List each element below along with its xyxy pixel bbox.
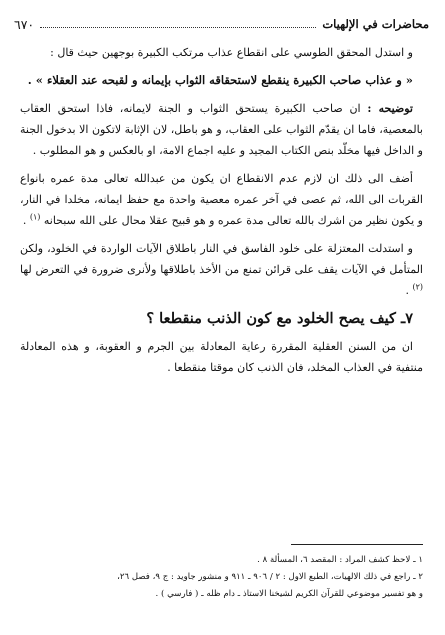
explanation-text: ان صاحب الكبيرة يستحق الثواب و الجنة لايمانه، فاذا استحق العقاب بالمعصية، فاما ان يقدّم الثواب على العقاب، و هو باطل، لان الإثابة لاتكون الا بدخول الجنة و الداخل فيها مخلّد بنص الكتاب المجيد و عليه اجماع الامة، او بالعكس و هو المطلوب . — [20, 102, 423, 157]
footnotes — [20, 552, 423, 603]
addition-text: أضف الى ذلك ان لازم عدم الانقطاع ان يكون من عبدالله تعالى مدة عمره بانواع القربات الى الله، ثم عصى في آخر عمره معصية واحدة مع حفظ ايمانه، مخلدا في النار، و يكون نظير من اشرك بالله تعالى مدة عمره و هو قبيح عقلا محال على الله سبحانه — [20, 172, 423, 227]
page-number: ٦٧٠ — [14, 16, 35, 32]
page-header — [14, 14, 429, 34]
explanation-paragraph — [20, 98, 423, 161]
explanation-label: توضيحه : — [367, 102, 413, 115]
header-dot-leader — [40, 27, 316, 28]
mutazila-paragraph: و استدلت المعتزلة على خلود الفاسق في النار باطلاق الآيات الواردة في الخلود، ولكن المتأمل في الآيات يقف على قرائن تمنع من الأخذ باطلاقها ولأنرى ضرورة في التعرض لها $^{(٢)}$ . — [20, 242, 423, 297]
section-paragraph: ان من السنن العقلية المقررة رعاية المعادلة بين الجرم و العقوبة، و هذه المعادلة منتفية في العذاب المخلد، فان الذنب كان موقتا منقطعا . — [20, 340, 423, 374]
footnote-2-continuation: و هو تفسير موضوعي للقرآن الكريم لشيخنا الاستاذ ـ دام ظله ـ ( فارسي ) . — [155, 589, 423, 599]
running-title: محاضرات في الإلهيات — [322, 17, 429, 31]
footnote-divider — [291, 544, 423, 545]
footnote-1: ١ ـ لاحظ كشف المراد : المقصد ٦، المسألة ٨ . — [257, 555, 423, 565]
footnote-2: ٢ ـ راجع في ذلك الالهيات، الطبع الاول : ٢ / ٩٠٦ ـ ٩١١ و منشور جاويد : ج ٩، فصل ٢٦، — [117, 572, 423, 582]
footnote-ref-2: (٢) — [412, 282, 423, 292]
quote-paragraph: « و عذاب صاحب الكبيرة ينقطع لاستحقاقه الثواب بإيمانه و لقبحه عند العقلاء » . — [27, 73, 413, 87]
mutazila-text: و استدلت المعتزلة على خلود الفاسق في النار باطلاق الآيات الواردة في الخلود، ولكن المتأمل في الآيات يقف على قرائن تمنع من الأخذ باطلاقها ولأنرى ضرورة في التعرض لها — [20, 242, 423, 276]
page-body — [20, 42, 423, 378]
footnote-ref-1: (١) — [29, 212, 41, 222]
addition-paragraph: أضف الى ذلك ان لازم عدم الانقطاع ان يكون من عبدالله تعالى مدة عمره بانواع القربات الى الله، ثم عصى في آخر عمره معصية واحدة مع حفظ ايمانه، مخلدا في النار، و يكون نظير من اشرك بالله تعالى مدة عمره و هو قبيح عقلا محال على الله سبحانه $^{(١)}$ . — [20, 172, 423, 227]
section-heading: ٧ـ كيف يصح الخلود مع كون الذنب منقطعا ؟ — [146, 310, 413, 327]
intro-paragraph: و استدل المحقق الطوسي على انقطاع عذاب مرتكب الكبيرة بوجهين حيث قال : — [50, 46, 413, 59]
